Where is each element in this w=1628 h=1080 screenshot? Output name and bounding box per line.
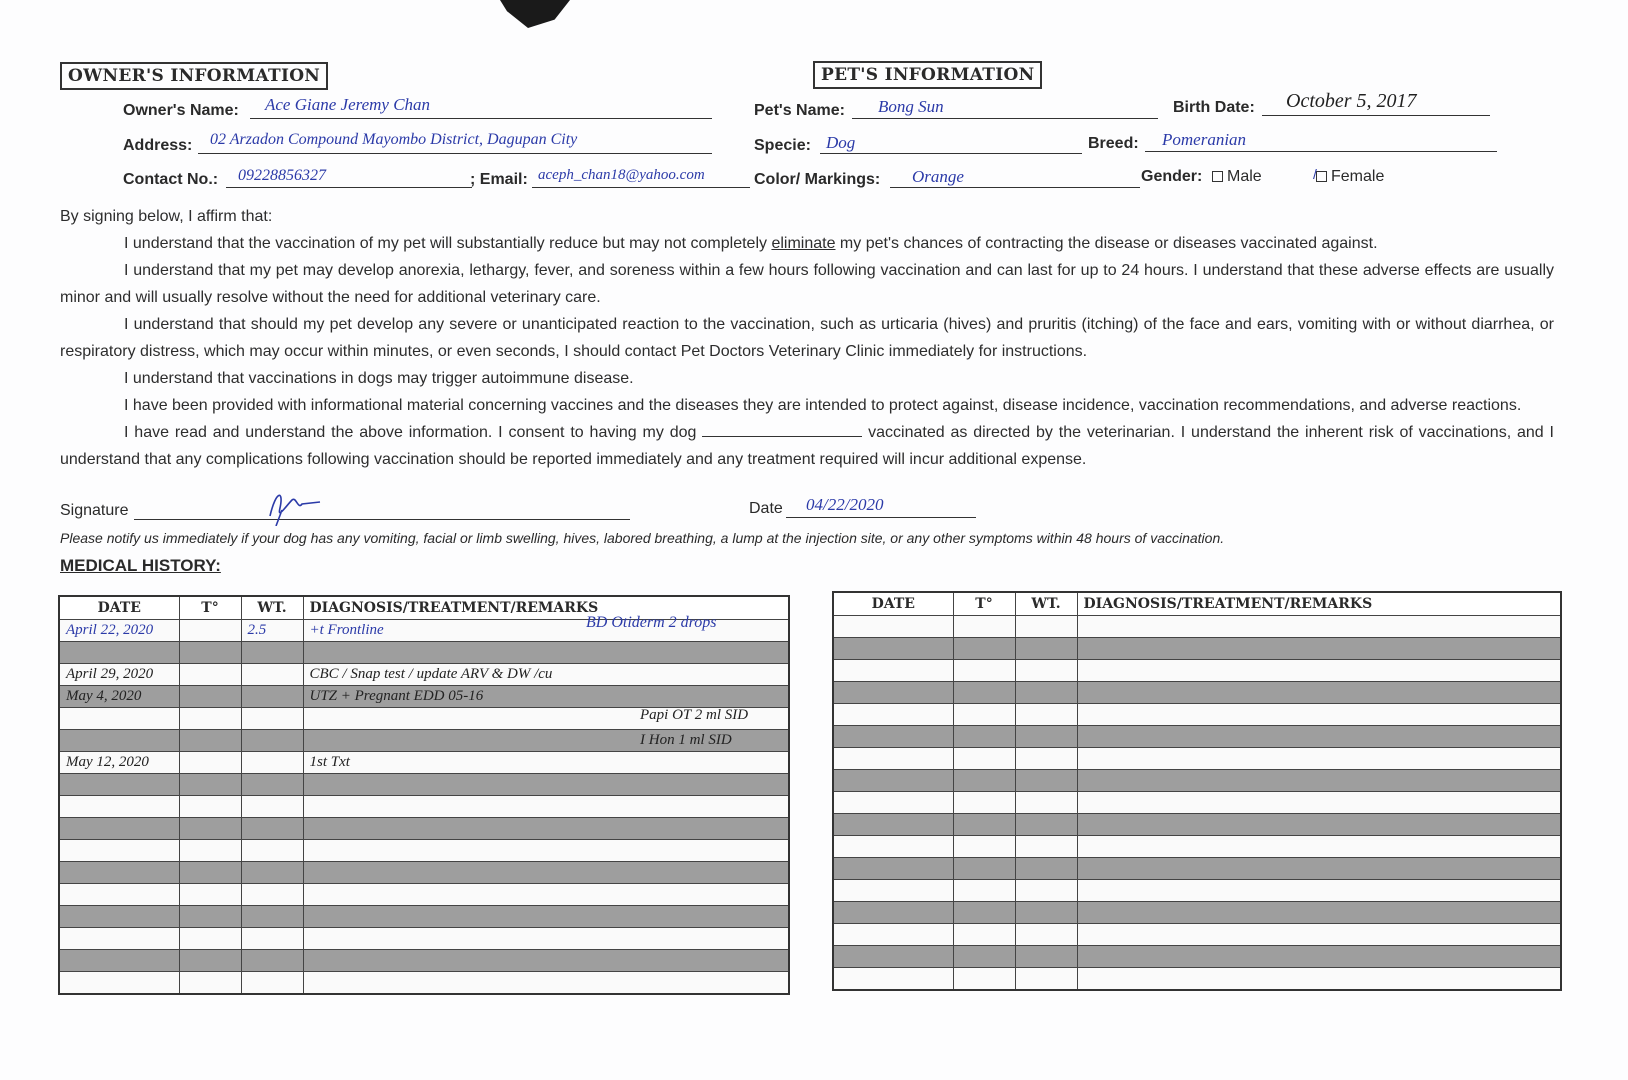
cell-remarks[interactable]: CBC / Snap test / update ARV & DW /cu <box>303 664 789 686</box>
cell-date[interactable] <box>59 730 179 752</box>
cell-remarks[interactable] <box>303 774 789 796</box>
cell-remarks[interactable] <box>1077 704 1561 726</box>
cell-date[interactable] <box>59 906 179 928</box>
female-checkbox[interactable]: / <box>1316 171 1327 182</box>
cell-date[interactable] <box>833 770 953 792</box>
col-temp: T° <box>179 596 241 620</box>
table-row <box>833 858 1561 880</box>
specie-label: Specie: <box>754 137 811 154</box>
table-row <box>833 748 1561 770</box>
cell-wt[interactable] <box>241 752 303 774</box>
cell-wt[interactable] <box>1015 770 1077 792</box>
cell-date[interactable] <box>833 880 953 902</box>
address-line <box>198 153 712 154</box>
cell-remarks[interactable] <box>1077 880 1561 902</box>
cell-date[interactable]: April 29, 2020 <box>59 664 179 686</box>
breed-value[interactable]: Pomeranian <box>1162 130 1247 149</box>
cell-temp[interactable] <box>953 660 1015 682</box>
female-label: Female <box>1331 168 1385 185</box>
cell-temp[interactable] <box>953 814 1015 836</box>
table-row <box>833 616 1561 638</box>
consent-p6: I have read and understand the above information. I consent to having my dog vaccinated as directed by the veterinarian. I understand the inherent risk of vaccinations, and I understand that any complications following vaccination should be reported immediately and any treatment required will incur additional expense. <box>60 424 1554 468</box>
side-note-otiderm: BD Otiderm 2 drops <box>586 614 717 631</box>
cell-remarks[interactable] <box>1077 792 1561 814</box>
cell-temp[interactable] <box>179 620 241 642</box>
cell-remarks[interactable] <box>303 950 789 972</box>
date-line <box>786 517 976 518</box>
cell-date[interactable] <box>59 928 179 950</box>
cell-date[interactable] <box>833 660 953 682</box>
cell-remarks[interactable] <box>1077 902 1561 924</box>
notice-text: Please notify us immediately if your dog has any vomiting, facial or limb swelling, hives, labored breathing, a lump at the injection site, or any other symptoms within 48 hours of vaccination. <box>60 530 1225 546</box>
cell-remarks[interactable] <box>303 818 789 840</box>
cell-temp[interactable] <box>953 792 1015 814</box>
cell-remarks[interactable] <box>1077 946 1561 968</box>
cell-date[interactable] <box>59 884 179 906</box>
cell-temp[interactable] <box>179 840 241 862</box>
cell-remarks[interactable] <box>1077 660 1561 682</box>
breed-label: Breed: <box>1088 135 1139 152</box>
cell-wt[interactable]: 2.5 <box>241 620 303 642</box>
cell-temp[interactable] <box>179 642 241 664</box>
cell-date[interactable] <box>833 682 953 704</box>
cell-wt[interactable] <box>1015 616 1077 638</box>
cell-remarks[interactable] <box>303 642 789 664</box>
signature-line[interactable] <box>134 519 630 520</box>
side-note-papi: Papi OT 2 ml SID <box>640 707 749 723</box>
cell-temp[interactable] <box>953 748 1015 770</box>
cell-wt[interactable] <box>1015 638 1077 660</box>
cell-wt[interactable] <box>1015 704 1077 726</box>
cell-temp[interactable] <box>179 664 241 686</box>
table-row <box>833 792 1561 814</box>
col-temp: T° <box>953 592 1015 616</box>
owner-name-line <box>250 118 712 119</box>
side-note-ihon: I Hon 1 ml SID <box>640 732 732 748</box>
breed-line <box>1145 151 1497 152</box>
table-row <box>833 902 1561 924</box>
cell-wt[interactable] <box>1015 748 1077 770</box>
table-row <box>59 862 789 884</box>
signature-mark <box>262 486 322 526</box>
cell-temp[interactable] <box>953 682 1015 704</box>
gender-label: Gender: <box>1141 168 1203 185</box>
pet-name-line <box>852 118 1158 119</box>
cell-temp[interactable] <box>179 752 241 774</box>
cell-temp[interactable] <box>953 704 1015 726</box>
col-wt: WT. <box>241 596 303 620</box>
cell-temp[interactable] <box>953 880 1015 902</box>
cell-remarks[interactable] <box>303 796 789 818</box>
consent-p4: I understand that vaccinations in dogs may trigger autoimmune disease. <box>124 370 634 387</box>
cell-remarks[interactable]: UTZ + Pregnant EDD 05-16 <box>303 686 789 708</box>
pet-name-label: Pet's Name: <box>754 102 845 119</box>
male-label: Male <box>1227 168 1262 185</box>
color-value[interactable]: Orange <box>912 167 964 186</box>
cell-date[interactable] <box>833 968 953 991</box>
contact-value[interactable]: 09228856327 <box>238 167 326 184</box>
color-line <box>890 187 1140 188</box>
birth-date-label: Birth Date: <box>1173 99 1255 116</box>
table-row <box>59 928 789 950</box>
email-label: ; Email: <box>470 171 528 188</box>
medical-history-heading: MEDICAL HISTORY: <box>60 556 221 575</box>
cell-date[interactable] <box>59 708 179 730</box>
cell-temp[interactable] <box>179 818 241 840</box>
specie-value[interactable]: Dog <box>826 133 856 152</box>
cell-wt[interactable] <box>241 906 303 928</box>
cell-wt[interactable] <box>1015 836 1077 858</box>
cell-wt[interactable] <box>1015 682 1077 704</box>
cell-remarks[interactable]: 1st Txt <box>303 752 789 774</box>
table-row <box>833 924 1561 946</box>
cell-date[interactable] <box>59 840 179 862</box>
table-row <box>59 818 789 840</box>
cell-date[interactable] <box>833 704 953 726</box>
table-row <box>59 884 789 906</box>
cell-date[interactable] <box>59 818 179 840</box>
col-remarks: DIAGNOSIS/TREATMENT/REMARKS <box>1077 592 1561 616</box>
cell-wt[interactable] <box>1015 924 1077 946</box>
cell-wt[interactable] <box>1015 880 1077 902</box>
cell-date[interactable] <box>833 836 953 858</box>
email-value[interactable]: aceph_chan18@yahoo.com <box>538 167 705 183</box>
table-row <box>833 638 1561 660</box>
cell-remarks[interactable] <box>1077 814 1561 836</box>
cell-temp[interactable] <box>179 708 241 730</box>
col-remarks: DIAGNOSIS/TREATMENT/REMARKS <box>303 596 789 620</box>
cell-temp[interactable] <box>179 730 241 752</box>
cell-date[interactable] <box>833 748 953 770</box>
cell-remarks[interactable] <box>1077 770 1561 792</box>
gender-male-option[interactable] <box>1212 168 1262 186</box>
cell-wt[interactable] <box>1015 792 1077 814</box>
cell-remarks[interactable] <box>1077 616 1561 638</box>
cell-date[interactable] <box>59 950 179 972</box>
table-row <box>833 880 1561 902</box>
cell-date[interactable] <box>833 616 953 638</box>
cell-temp[interactable] <box>179 884 241 906</box>
cell-remarks[interactable] <box>1077 924 1561 946</box>
contact-label: Contact No.: <box>123 171 219 188</box>
male-checkbox[interactable] <box>1212 171 1223 182</box>
table-row <box>59 774 789 796</box>
table-row <box>833 836 1561 858</box>
table-row <box>59 906 789 928</box>
cell-date[interactable] <box>59 862 179 884</box>
cell-temp[interactable] <box>953 616 1015 638</box>
consent-p3: I understand that should my pet develop any severe or unanticipated reaction to the vaccination, such as urticaria (hives) and pruritis (itching) of the face and ears, vomiting with or without diarrhea, or respiratory distress, which may occur within minutes, or even seconds, I should contact Pet Doctors Veterinary Clinic immediately for instructions. <box>60 316 1554 360</box>
table-row <box>59 796 789 818</box>
cell-date[interactable] <box>59 774 179 796</box>
consent-text <box>60 203 1554 473</box>
pet-info-header: PET'S INFORMATION <box>813 61 1042 89</box>
cell-temp[interactable] <box>179 774 241 796</box>
cell-date[interactable] <box>59 796 179 818</box>
table-row <box>59 642 789 664</box>
table-row <box>833 770 1561 792</box>
email-line <box>532 187 750 188</box>
consent-p2: I understand that my pet may develop anorexia, lethargy, fever, and soreness within a few hours following vaccination and can last for up to 24 hours. I understand that these adverse effects are usually minor and will usually resolve without the need for additional veterinary care. <box>60 262 1554 306</box>
cell-wt[interactable] <box>1015 858 1077 880</box>
cell-wt[interactable] <box>1015 726 1077 748</box>
owner-info-header: OWNER'S INFORMATION <box>60 62 328 90</box>
medical-history-table-right <box>832 591 1562 991</box>
contact-line <box>226 187 472 188</box>
dog-name-blank[interactable] <box>702 436 862 437</box>
cell-remarks[interactable] <box>1077 858 1561 880</box>
cell-temp[interactable] <box>179 686 241 708</box>
cell-wt[interactable] <box>241 708 303 730</box>
cell-temp[interactable] <box>953 924 1015 946</box>
table-row <box>59 686 789 708</box>
cell-wt[interactable] <box>241 796 303 818</box>
owner-name-value[interactable]: Ace Giane Jeremy Chan <box>265 95 431 114</box>
cell-temp[interactable] <box>953 902 1015 924</box>
date-value[interactable]: 04/22/2020 <box>806 495 884 514</box>
cell-wt[interactable] <box>241 774 303 796</box>
cell-remarks[interactable] <box>303 928 789 950</box>
cell-wt[interactable] <box>241 950 303 972</box>
cell-date[interactable] <box>833 858 953 880</box>
torn-corner <box>500 0 570 28</box>
pet-name-value[interactable]: Bong Sun <box>878 97 944 116</box>
cell-wt[interactable] <box>1015 946 1077 968</box>
cell-temp[interactable] <box>953 726 1015 748</box>
cell-date[interactable] <box>833 638 953 660</box>
cell-wt[interactable] <box>1015 660 1077 682</box>
address-label: Address: <box>123 137 193 154</box>
cell-remarks[interactable] <box>1077 638 1561 660</box>
cell-date[interactable]: May 4, 2020 <box>59 686 179 708</box>
cell-temp[interactable] <box>953 638 1015 660</box>
cell-remarks[interactable] <box>1077 968 1561 991</box>
cell-date[interactable] <box>833 726 953 748</box>
cell-wt[interactable] <box>241 862 303 884</box>
cell-temp[interactable] <box>179 972 241 995</box>
cell-date[interactable] <box>59 642 179 664</box>
cell-temp[interactable] <box>179 928 241 950</box>
cell-date[interactable] <box>833 946 953 968</box>
cell-remarks[interactable] <box>303 862 789 884</box>
table-row <box>59 972 789 995</box>
cell-wt[interactable] <box>241 730 303 752</box>
consent-intro: By signing below, I affirm that: <box>60 208 273 225</box>
cell-wt[interactable] <box>241 840 303 862</box>
cell-wt[interactable] <box>1015 902 1077 924</box>
cell-temp[interactable] <box>953 836 1015 858</box>
cell-wt[interactable] <box>241 686 303 708</box>
address-value[interactable]: 02 Arzadon Compound Mayombo District, Dagupan City <box>210 131 578 148</box>
cell-date[interactable]: April 22, 2020 <box>59 620 179 642</box>
date-label: Date <box>749 500 783 517</box>
medical-history-table-left <box>58 595 790 995</box>
table-row <box>59 664 789 686</box>
color-label: Color/ Markings: <box>754 171 881 188</box>
cell-date[interactable]: May 12, 2020 <box>59 752 179 774</box>
cell-date[interactable] <box>833 924 953 946</box>
signature-label: Signature <box>60 502 129 519</box>
cell-temp[interactable] <box>953 968 1015 991</box>
cell-wt[interactable] <box>241 884 303 906</box>
table-row <box>59 840 789 862</box>
cell-remarks[interactable] <box>1077 726 1561 748</box>
cell-temp[interactable] <box>179 796 241 818</box>
cell-remarks[interactable] <box>1077 836 1561 858</box>
cell-wt[interactable] <box>1015 968 1077 991</box>
table-row <box>833 968 1561 991</box>
cell-remarks[interactable] <box>303 972 789 995</box>
consent-p1: I understand that the vaccination of my pet will substantially reduce but may not completely eliminate my pet's chances of contracting the disease or diseases vaccinated against. <box>124 235 1378 252</box>
owner-name-label: Owner's Name: <box>123 102 239 119</box>
cell-wt[interactable] <box>241 664 303 686</box>
cell-date[interactable] <box>833 902 953 924</box>
cell-temp[interactable] <box>953 770 1015 792</box>
birth-date-line <box>1262 115 1490 116</box>
cell-wt[interactable] <box>241 818 303 840</box>
table-row <box>833 682 1561 704</box>
specie-line <box>820 153 1082 154</box>
cell-remarks[interactable] <box>303 884 789 906</box>
table-row <box>833 726 1561 748</box>
birth-date-value[interactable]: October 5, 2017 <box>1286 90 1417 112</box>
consent-p5: I have been provided with informational material concerning vaccines and the diseases they are intended to protect against, disease incidence, vaccination recommendations, and adverse reactions. <box>124 397 1522 414</box>
cell-remarks[interactable] <box>1077 748 1561 770</box>
table-row <box>833 660 1561 682</box>
cell-remarks[interactable] <box>1077 682 1561 704</box>
table-row <box>59 752 789 774</box>
cell-date[interactable] <box>59 972 179 995</box>
cell-temp[interactable] <box>179 950 241 972</box>
cell-wt[interactable] <box>1015 814 1077 836</box>
cell-date[interactable] <box>833 814 953 836</box>
col-wt: WT. <box>1015 592 1077 616</box>
cell-temp[interactable] <box>179 862 241 884</box>
table-row <box>833 814 1561 836</box>
col-date: DATE <box>59 596 179 620</box>
gender-female-option[interactable] <box>1313 166 1385 186</box>
table-row <box>833 704 1561 726</box>
cell-wt[interactable] <box>241 642 303 664</box>
col-date: DATE <box>833 592 953 616</box>
cell-temp[interactable] <box>953 858 1015 880</box>
cell-temp[interactable] <box>179 906 241 928</box>
cell-wt[interactable] <box>241 972 303 995</box>
cell-remarks[interactable] <box>303 906 789 928</box>
cell-remarks[interactable] <box>303 840 789 862</box>
cell-date[interactable] <box>833 792 953 814</box>
table-row <box>833 946 1561 968</box>
cell-wt[interactable] <box>241 928 303 950</box>
cell-temp[interactable] <box>953 946 1015 968</box>
table-row <box>59 950 789 972</box>
cell-remarks[interactable]: +t Frontline <box>303 620 789 642</box>
